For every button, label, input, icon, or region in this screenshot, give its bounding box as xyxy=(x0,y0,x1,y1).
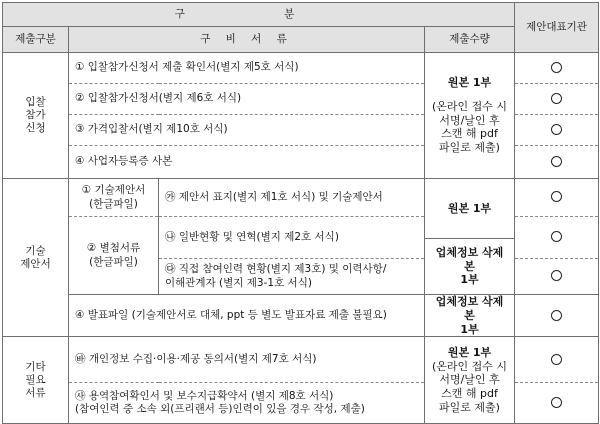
tech-quantity-c: 업체정보 삭제본 1부 xyxy=(425,295,515,337)
tech-quantity-a: 원본 1부 xyxy=(425,179,515,239)
mark-cell xyxy=(515,179,599,217)
tech-item-4: ④ 발표파일 (기술제안서로 대체, ppt 등 별도 발표자료 제출 불필요) xyxy=(69,295,425,337)
circle-mark-icon xyxy=(551,310,562,321)
representative-column-title: 제안대표기관 xyxy=(526,20,587,33)
header-row-columns xyxy=(3,27,599,53)
circle-mark-icon xyxy=(551,354,562,365)
quantity-header-cell xyxy=(425,27,515,53)
circle-mark-icon xyxy=(551,270,562,281)
quantity-column-title: 제출수량 xyxy=(449,32,490,45)
tech-quantity-b: 업체정보 삭제본 1부 xyxy=(425,239,515,295)
table-row xyxy=(3,337,599,383)
bid-item-3: ③ 가격입찰서(별지 제10호 서식) xyxy=(69,115,425,146)
table-row xyxy=(3,179,599,217)
header-row-group xyxy=(3,3,599,27)
group-title: 구 분 xyxy=(174,7,343,20)
mark-cell xyxy=(515,84,599,115)
section-etc-name: 기타 필요 서류 xyxy=(3,337,69,424)
table-row xyxy=(3,53,599,84)
mark-cell xyxy=(515,53,599,84)
etc-item-1: ㉳ 개인정보 수집·이용·제공 동의서(별지 제7호 서식) xyxy=(69,337,425,383)
tech-item-2-label: ② 별첨서류 (한글파일) xyxy=(69,217,159,295)
circle-mark-icon xyxy=(551,231,562,242)
category-column-title: 제출구분 xyxy=(15,32,56,45)
tech-item-1-sub: ㉮ 제안서 표지(별지 제1호 서식) 및 기술제안서 xyxy=(159,179,425,217)
mark-cell xyxy=(515,217,599,259)
circle-mark-icon xyxy=(551,124,562,135)
mark-cell xyxy=(515,259,599,295)
tech-item-1-label: ① 기술제안서 (한글파일) xyxy=(69,179,159,217)
tech-item-2-sub-b: ㉰ 직접 참여인력 현황(별지 제3호) 및 이력사항/ 이해관계자 (별지 제3-1호 서식) xyxy=(159,259,425,295)
circle-mark-icon xyxy=(551,397,562,408)
mark-cell xyxy=(515,337,599,383)
group-header-cell xyxy=(3,3,515,27)
table-row xyxy=(3,295,599,337)
tech-item-2-sub-a: ㉯ 일반현황 및 연혁(별지 제2호 서식) xyxy=(159,217,425,259)
mark-cell xyxy=(515,383,599,424)
section-bid-name: 입찰 참가 신청 xyxy=(3,53,69,179)
circle-mark-icon xyxy=(551,156,562,167)
bid-item-4: ④ 사업자등록증 사본 xyxy=(69,146,425,179)
bid-quantity-note: (온라인 접수 시 서명/날인 후 스캔 해 pdf 파일로 제출) xyxy=(431,99,508,155)
mark-cell xyxy=(515,115,599,146)
circle-mark-icon xyxy=(551,93,562,104)
mark-cell xyxy=(515,295,599,337)
bid-item-1: ① 입찰참가신청서 제출 확인서(별지 제5호 서식) xyxy=(69,53,425,84)
documents-header-cell xyxy=(69,27,425,53)
circle-mark-icon xyxy=(551,62,562,73)
circle-mark-icon xyxy=(551,191,562,202)
section-tech-name: 기술 제안서 xyxy=(3,179,69,337)
bid-quantity-cell xyxy=(425,53,515,179)
category-header-cell xyxy=(3,27,69,53)
etc-quantity-note: (온라인 접수 시 서명/날인 후 스캔 해 pdf 파일로 제출) xyxy=(431,359,508,414)
submission-documents-table xyxy=(2,2,599,424)
etc-quantity-cell xyxy=(425,337,515,424)
etc-quantity-main: 원본 1부 xyxy=(447,345,492,359)
mark-cell xyxy=(515,146,599,179)
etc-item-2: ㉴ 용역참여확인서 및 보수지급확약서 (별지 제8호 서식) (참여인력 중 소속 외(프리랜서 등)인력이 있을 경우 작성, 제출) xyxy=(69,383,425,424)
bid-item-2: ② 입찰참가신청서(별지 제6호 서식) xyxy=(69,84,425,115)
documents-column-title: 구 비 서 류 xyxy=(200,32,293,45)
representative-header-cell xyxy=(515,3,599,53)
bid-quantity-main: 원본 1부 xyxy=(447,76,492,90)
